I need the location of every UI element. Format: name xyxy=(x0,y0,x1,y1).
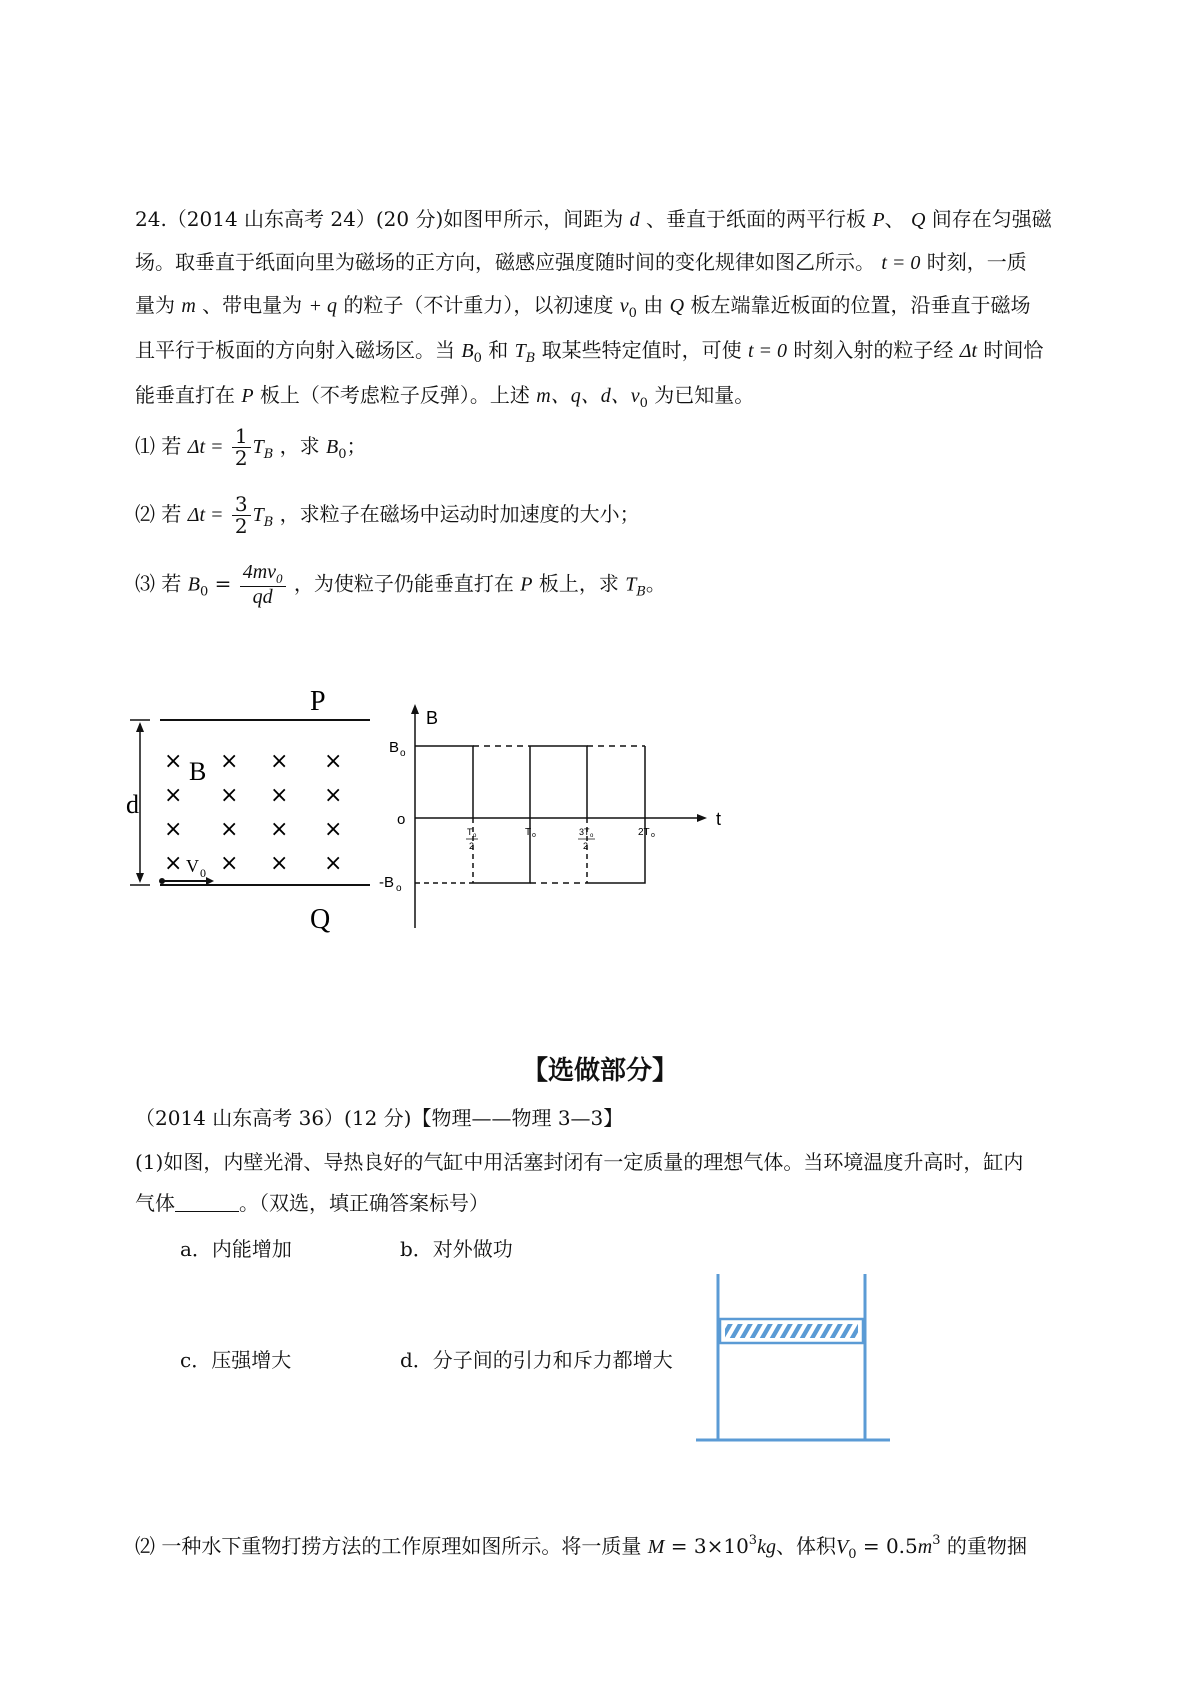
option-a: a．内能增加 xyxy=(180,1237,292,1261)
cross: × xyxy=(220,817,239,842)
denominator: qd xyxy=(252,585,273,608)
x-tick-2-sub: o xyxy=(532,832,536,839)
equation: = xyxy=(214,571,232,596)
figure-plates xyxy=(120,680,380,940)
x-tick-4: 2T xyxy=(638,827,650,838)
text: 为已知量。 xyxy=(654,383,755,407)
x-tick-1-num: T xyxy=(467,827,473,837)
text: ； xyxy=(346,434,367,458)
var-T: T xyxy=(252,504,264,526)
text: = 0.5 xyxy=(862,1534,918,1558)
text: 、垂直于纸面的两平行板 xyxy=(646,207,866,231)
question-1 xyxy=(135,426,367,469)
text: = 3×10 xyxy=(670,1534,749,1558)
var-B: B xyxy=(326,436,339,458)
problem36-header: （2014 山东高考 36）(12 分)【物理——物理 3—3】 xyxy=(135,1106,624,1130)
var-v: v xyxy=(619,295,629,317)
x-tick-3-num-sub: o xyxy=(590,833,594,839)
var-t0: t = 0 xyxy=(747,340,788,362)
fraction-half xyxy=(232,426,251,469)
wave-segment-4 xyxy=(587,746,645,883)
y-axis-arrow xyxy=(411,704,419,714)
cross: × xyxy=(220,851,239,876)
piston-hatching xyxy=(725,1324,858,1338)
dim-arrow-up xyxy=(136,722,144,732)
label-d: d xyxy=(126,790,139,819)
text: 量为 xyxy=(135,293,175,317)
problem24-line-3 xyxy=(135,289,1030,321)
text: 时刻，一质 xyxy=(926,250,1027,274)
var-T: T xyxy=(252,436,264,458)
text: 且平行于板面的方向射入磁场区。当 xyxy=(135,338,455,362)
var-T: T xyxy=(514,340,526,362)
x-axis-arrow xyxy=(697,814,707,822)
text: ，求 xyxy=(279,434,320,458)
superscript: 3 xyxy=(932,1533,941,1548)
y-tick-neg: -B xyxy=(379,874,394,891)
problem24-line-1 xyxy=(135,203,1052,232)
var-Q: Q xyxy=(910,209,926,231)
var-m: m xyxy=(181,295,196,317)
equation: Δt = xyxy=(187,504,224,526)
subscript: 0 xyxy=(276,571,283,586)
wave-segment-2 xyxy=(473,818,530,883)
cross: × xyxy=(220,749,239,774)
var-Q: Q xyxy=(669,295,685,317)
unit-kg: kg xyxy=(757,1536,776,1558)
question-label: ⑴ 若 xyxy=(135,434,182,458)
cross: × xyxy=(164,783,183,808)
text: 的重物捆 xyxy=(946,1534,1027,1558)
question-3 xyxy=(135,562,666,608)
cross: × xyxy=(324,817,343,842)
equation: Δt = xyxy=(187,436,224,458)
subscript: B xyxy=(263,447,274,462)
var-B: B xyxy=(187,573,200,596)
subscript: 0 xyxy=(199,584,209,600)
text: 间存在匀强磁 xyxy=(931,207,1052,231)
text: ，求粒子在磁场中运动时加速度的大小； xyxy=(279,502,640,526)
option-b: b．对外做功 xyxy=(400,1237,513,1261)
problem36-part1-line1: (1)如图，内壁光滑、导热良好的气缸中用活塞封闭有一定质量的理想气体。当环境温度升高时，缸内 xyxy=(135,1150,1024,1174)
var-list: m、q、d、v xyxy=(536,385,640,407)
var-M: M xyxy=(647,1536,665,1558)
text: 。（双选，填正确答案标号） xyxy=(239,1191,489,1215)
text: 板上，求 xyxy=(538,571,619,596)
text: 时间恰 xyxy=(983,338,1044,362)
subscript: B xyxy=(525,351,536,366)
wave-segment-3 xyxy=(530,746,587,818)
x-tick-2: T xyxy=(525,827,532,838)
dim-arrow-down xyxy=(136,873,144,883)
cross: × xyxy=(324,783,343,808)
cross: × xyxy=(164,817,183,842)
x-tick-4-sub: o xyxy=(651,832,655,839)
x-axis-label: t xyxy=(716,809,722,829)
question-label: ⑵ 若 xyxy=(135,502,182,526)
fraction-three-halves xyxy=(232,494,251,537)
text: ⑵ 一种水下重物打捞方法的工作原理如图所示。将一质量 xyxy=(135,1534,642,1558)
y-axis-label: B xyxy=(426,708,439,728)
text: 的粒子（不计重力），以初速度 xyxy=(343,293,614,317)
numerator xyxy=(240,562,286,587)
var-V: V xyxy=(835,1536,849,1558)
subscript: B xyxy=(636,584,646,600)
text: 、 xyxy=(884,207,905,231)
problem24-line-2 xyxy=(135,246,1027,275)
cross: × xyxy=(164,851,183,876)
cross: × xyxy=(270,851,289,876)
fraction-4mv0-qd xyxy=(240,562,286,608)
option-c: c．压强增大 xyxy=(180,1348,292,1372)
text: 由 xyxy=(643,293,664,317)
subscript: 0 xyxy=(338,447,347,462)
numerator: 3 xyxy=(232,494,251,516)
text: 板左端靠近板面的位置，沿垂直于磁场 xyxy=(690,293,1031,317)
text: 24.（2014 山东高考 24）(20 分)如图甲所示，间距为 xyxy=(135,207,624,231)
text: 取某些特定值时，可使 xyxy=(541,338,742,362)
text: 场。取垂直于纸面向里为磁场的正方向，磁感应强度随时间的变化规律如图乙所示。 xyxy=(135,250,875,274)
var-q: + q xyxy=(308,295,338,317)
x-tick-3-num: 3T xyxy=(579,827,590,837)
cross: × xyxy=(324,749,343,774)
text: 时刻入射的粒子经 xyxy=(793,338,954,362)
question-label: ⑶ 若 xyxy=(135,571,182,596)
option-d: d．分子间的引力和斥力都增大 xyxy=(400,1348,673,1372)
problem36-part1-line2 xyxy=(135,1187,489,1216)
figure-bt-graph xyxy=(375,700,735,940)
subscript: 0 xyxy=(848,1547,857,1562)
figure-cylinder xyxy=(688,1270,898,1450)
var-T: T xyxy=(625,573,637,596)
y-tick-neg-sub: o xyxy=(396,883,402,894)
x-tick-3-den: 2 xyxy=(583,841,589,851)
superscript: 3 xyxy=(748,1533,758,1548)
velocity-arrow-head xyxy=(206,877,214,885)
subscript: 0 xyxy=(639,396,648,411)
label-Q: Q xyxy=(310,904,331,935)
y-tick-pos-sub: o xyxy=(400,748,406,759)
label-v: V xyxy=(186,856,199,876)
subscript: 0 xyxy=(628,306,637,321)
text: 、带电量为 xyxy=(202,293,303,317)
cross: × xyxy=(270,783,289,808)
problem36-part2-line1 xyxy=(135,1530,1027,1562)
cross: × xyxy=(164,749,183,774)
problem24-line-5 xyxy=(135,379,754,411)
text: 板上（不考虑粒子反弹）。上述 xyxy=(259,383,530,407)
question-2 xyxy=(135,494,640,537)
var-P: P xyxy=(241,385,254,407)
text: 能垂直打在 xyxy=(135,383,235,407)
var-dt: Δt xyxy=(959,340,978,362)
subscript: 0 xyxy=(473,351,482,366)
text: 。 xyxy=(645,571,666,596)
var-d: d xyxy=(629,209,640,231)
problem24-line-4 xyxy=(135,334,1043,366)
origin-label: o xyxy=(397,811,406,828)
text: 和 xyxy=(488,338,509,362)
answer-blank[interactable] xyxy=(175,1193,239,1212)
section-heading: 【选做部分】 xyxy=(521,1056,678,1086)
cross: × xyxy=(324,851,343,876)
cross: × xyxy=(270,817,289,842)
wave-segment-1 xyxy=(415,746,473,818)
numerator-text: 4mv xyxy=(242,561,277,583)
numerator: 1 xyxy=(232,426,251,448)
text: 气体 xyxy=(135,1191,175,1215)
denominator: 2 xyxy=(234,514,248,538)
var-P: P xyxy=(520,573,533,596)
var-B: B xyxy=(461,340,474,362)
var-t0: t = 0 xyxy=(881,252,921,274)
label-v-sub: 0 xyxy=(200,866,206,880)
var-P: P xyxy=(872,209,885,231)
denominator: 2 xyxy=(234,446,248,470)
label-P: P xyxy=(310,686,326,717)
x-tick-1-num-sub: o xyxy=(473,833,477,839)
text: 、体积 xyxy=(775,1534,836,1558)
label-B: B xyxy=(189,757,207,786)
x-tick-1-den: 2 xyxy=(469,841,475,851)
cross: × xyxy=(220,783,239,808)
unit-m: m xyxy=(917,1536,933,1558)
subscript: B xyxy=(263,515,274,530)
cross: × xyxy=(270,749,289,774)
y-tick-pos: B xyxy=(389,739,400,756)
text: ，为使粒子仍能垂直打在 xyxy=(293,571,514,596)
